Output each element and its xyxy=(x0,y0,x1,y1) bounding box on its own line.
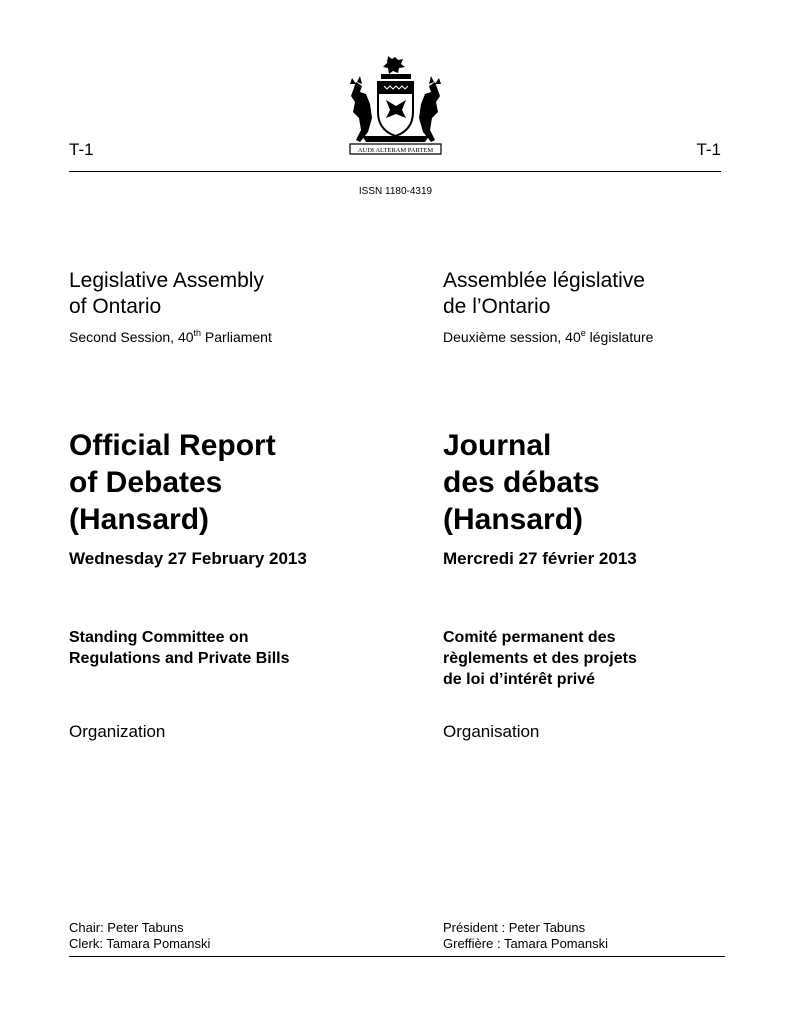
bottom-divider xyxy=(69,956,725,957)
sitting-date-en: Wednesday 27 February 2013 xyxy=(69,549,307,568)
assembly-name-fr xyxy=(443,268,645,320)
session-fr xyxy=(443,329,653,345)
assembly-name-en xyxy=(69,268,264,320)
title-line-1-fr: Journal xyxy=(443,429,552,462)
assembly-line-1-fr: Assemblée législative xyxy=(443,269,645,292)
assembly-line-2-en: of Ontario xyxy=(69,295,162,318)
committee-staff-en xyxy=(69,920,210,952)
crest-motto: AUDI ALTERAM PARTEM xyxy=(357,147,434,154)
session-superscript-fr: e xyxy=(580,328,586,338)
clerk-en: Clerk: Tamara Pomanski xyxy=(69,936,211,951)
assembly-line-2-fr: de l’Ontario xyxy=(443,295,551,318)
session-prefix-fr: Deuxième session, 40 xyxy=(443,329,581,345)
committee-line-1-en: Standing Committee on xyxy=(69,629,249,646)
topic-fr: Organisation xyxy=(443,722,540,741)
title-line-2-fr: des débats xyxy=(443,466,600,499)
committee-staff-fr xyxy=(443,920,608,952)
session-superscript-en: th xyxy=(193,328,202,338)
title-line-3-fr: (Hansard) xyxy=(443,503,584,536)
chair-fr: Président : Peter Tabuns xyxy=(443,920,586,935)
topic-en: Organization xyxy=(69,722,166,741)
assembly-line-1-en: Legislative Assembly xyxy=(69,269,264,292)
committee-line-3-fr: de loi d’intérêt privé xyxy=(443,671,596,688)
session-prefix-en: Second Session, 40 xyxy=(69,329,194,345)
top-divider xyxy=(69,171,721,172)
report-title-en xyxy=(69,427,276,538)
sitting-date-fr: Mercredi 27 février 2013 xyxy=(443,549,637,568)
issn-number: ISSN 1180-4319 xyxy=(358,186,433,197)
session-suffix-en: Parliament xyxy=(201,329,272,345)
clerk-fr: Greffière : Tamara Pomanski xyxy=(443,936,608,951)
document-code-left: T-1 xyxy=(69,140,94,159)
chair-en: Chair: Peter Tabuns xyxy=(69,920,184,935)
title-line-2-en: of Debates xyxy=(69,466,223,499)
committee-line-2-en: Regulations and Private Bills xyxy=(69,650,290,667)
report-title-fr xyxy=(443,427,600,538)
coat-of-arms-icon xyxy=(348,52,443,158)
committee-line-2-fr: règlements et des projets xyxy=(443,650,637,667)
session-en xyxy=(69,329,272,345)
committee-line-1-fr: Comité permanent des xyxy=(443,629,616,646)
title-line-3-en: (Hansard) xyxy=(69,503,210,536)
session-suffix-fr: législature xyxy=(585,329,654,345)
document-code-right: T-1 xyxy=(696,140,721,159)
committee-name-en xyxy=(69,627,290,669)
title-line-1-en: Official Report xyxy=(69,429,276,462)
committee-name-fr xyxy=(443,627,637,690)
